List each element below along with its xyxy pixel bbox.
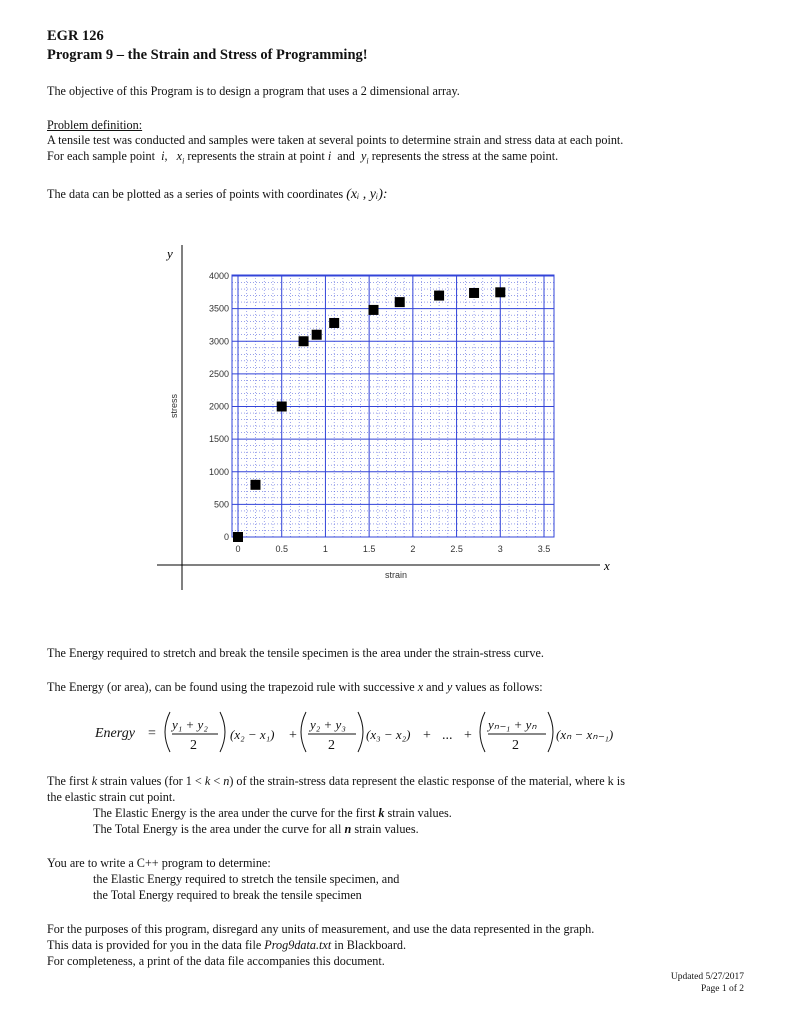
- data-point: [395, 297, 405, 307]
- data-point: [233, 532, 243, 542]
- outer-y-label: y: [167, 246, 173, 261]
- x-tick-label: 1.5: [362, 544, 376, 554]
- y-tick-label: 0: [223, 532, 229, 542]
- term2-denominator: 2: [328, 738, 335, 753]
- x-axis-title: strain: [384, 570, 408, 580]
- y-tick-label: 4000: [208, 271, 229, 281]
- term2-numerator: y₂ + y₃: [310, 717, 346, 732]
- y-tick-labels: [209, 271, 229, 542]
- total-energy-definition: The Total Energy is the area under the curve for all n strain values.: [93, 822, 419, 836]
- energy-p1: The Energy required to stretch and break the tensile specimen is the area under the strain-stress curve.: [47, 646, 544, 660]
- data-point: [434, 291, 444, 301]
- task-line-2: the Elastic Energy required to stretch the tensile specimen, and: [93, 872, 400, 886]
- data-point: [299, 336, 309, 346]
- footer-page: Page 1 of 2: [700, 984, 744, 994]
- kstrain-line-2: the elastic strain cut point.: [47, 790, 176, 804]
- x-tick-label: 2.5: [450, 544, 463, 554]
- formula-ellipsis: ...: [442, 728, 453, 743]
- outer-x-label: x: [604, 558, 610, 573]
- x-tick-label: 2: [410, 544, 416, 554]
- x-tick-label: 3: [497, 544, 503, 554]
- x-tick-label: 3.5: [537, 544, 551, 554]
- plus-3: +: [464, 728, 472, 743]
- task-line-1: You are to write a C++ program to determine:: [47, 856, 271, 870]
- term3-denominator: 2: [512, 738, 519, 753]
- term3-numerator: yₙ₋₁ + yₙ: [488, 717, 537, 732]
- data-point: [329, 318, 339, 328]
- x-tick-label: 0: [235, 544, 241, 554]
- x-tick-label: 0.5: [275, 544, 288, 554]
- y-tick-label: 2000: [208, 401, 229, 412]
- term1-diff: (x₂ − x₁): [230, 727, 275, 742]
- term3-diff: (xₙ − xₙ₋₁): [556, 727, 614, 742]
- problem-line-1: A tensile test was conducted and samples were taken at several points to determine strain and stress data at each point.: [47, 133, 624, 147]
- x-tick-label: 1: [322, 544, 328, 554]
- problem-heading: Problem definition:: [47, 118, 143, 132]
- plus-1: +: [289, 728, 297, 743]
- formula-equals: =: [148, 726, 156, 741]
- purposes-line-3: For completeness, a print of the data file accompanies this document.: [47, 954, 385, 968]
- problem-line-2: For each sample point i, $x_i$ represents the strain at point i and $y_i$ represents the stress at the same point.: [47, 149, 559, 166]
- term2-diff: (x₃ − x₂): [366, 727, 411, 742]
- footer-updated: Updated 5/27/2017: [670, 972, 744, 982]
- y-tick-label: 1000: [208, 466, 229, 477]
- data-point: [312, 330, 322, 340]
- term1-numerator: y₁ + y₂: [172, 717, 208, 732]
- data-point: [369, 305, 379, 315]
- term1-denominator: 2: [190, 738, 197, 753]
- energy-p2: The Energy (or area), can be found using the trapezoid rule with successive x and y values as follows:: [47, 680, 543, 694]
- y-axis-title: stress: [169, 393, 179, 419]
- y-tick-label: 3000: [208, 336, 229, 347]
- plus-2: +: [423, 728, 431, 743]
- y-tick-label: 500: [213, 499, 229, 510]
- y-tick-label: 1500: [208, 434, 229, 445]
- purposes-line-1: For the purposes of this program, disregard any units of measurement, and use the data represented in the graph.: [47, 922, 595, 936]
- data-point: [250, 480, 260, 490]
- course-code: EGR 126: [47, 28, 104, 44]
- x-tick-labels: [235, 544, 550, 554]
- intro-text: The objective of this Program is to design a program that uses a 2 dimensional array.: [47, 84, 460, 98]
- page-title: Program 9 – the Strain and Stress of Programming!: [47, 47, 368, 63]
- data-point: [495, 287, 505, 297]
- formula-lhs: Energy: [95, 726, 135, 741]
- y-tick-label: 2500: [208, 368, 229, 379]
- kstrain-line-1: The first k strain values (for 1 < k < n) of the strain-stress data represent the elastic response of the material, where k is: [47, 774, 625, 788]
- task-line-3: the Total Energy required to break the tensile specimen: [93, 888, 362, 902]
- plot-intro: The data can be plotted as a series of points with coordinates (xᵢ , yᵢ):: [47, 187, 388, 202]
- elastic-energy-definition: The Elastic Energy is the area under the curve for the first k strain values.: [93, 806, 452, 820]
- purposes-line-2: This data is provided for you in the data file Prog9data.txt in Blackboard.: [47, 938, 407, 952]
- y-tick-label: 3500: [208, 303, 229, 314]
- data-point: [277, 402, 287, 412]
- data-point: [469, 288, 479, 298]
